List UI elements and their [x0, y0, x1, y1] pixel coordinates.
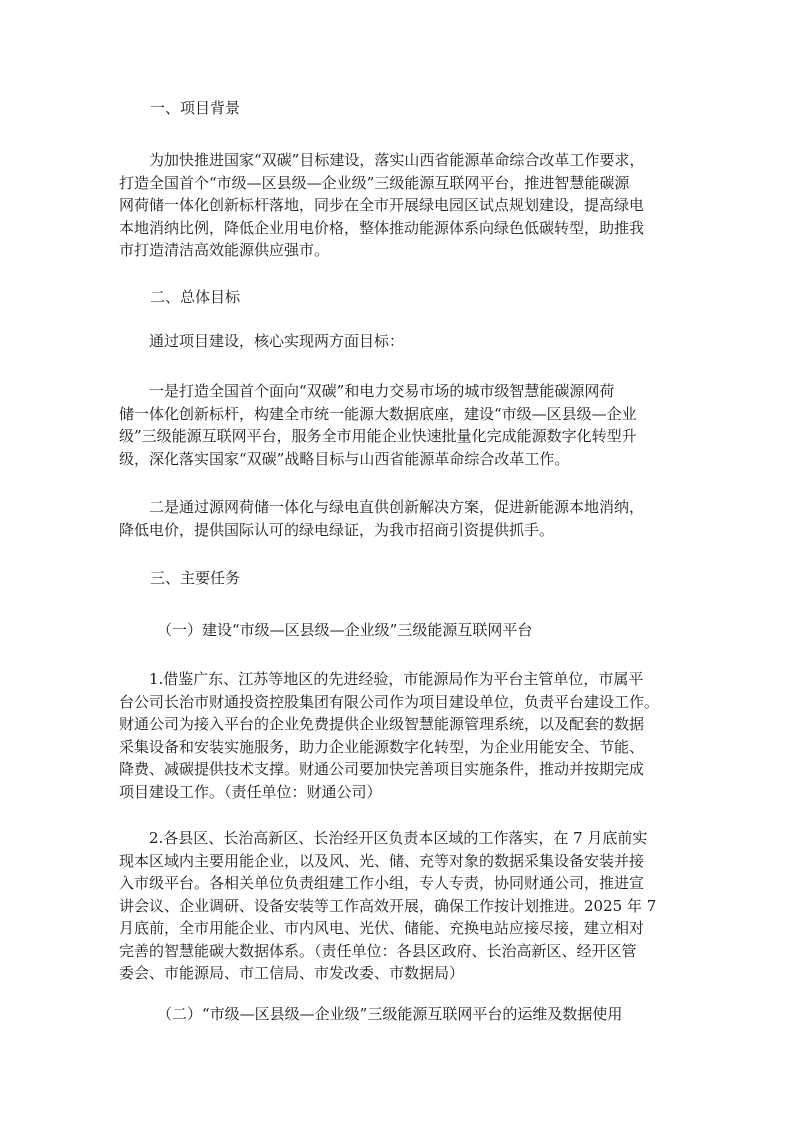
paragraph-line: 台公司长治市财通投资控股集团有限公司作为项目建设单位，负责平台建设工作。 — [119, 692, 660, 711]
paragraph-task-one — [119, 668, 689, 803]
paragraph-line: 完善的智慧能碳大数据体系。（责任单位：各县区政府、长治高新区、经开区管 — [119, 941, 637, 960]
paragraph-line: 级，深化落实国家“双碳”战略目标与山西省能源革命综合改革工作。 — [119, 449, 570, 468]
paragraph-goal-one — [119, 380, 689, 470]
paragraph-goal-two — [119, 496, 689, 541]
paragraph-line: 市打造清洁高效能源供应强市。 — [119, 241, 330, 259]
paragraph-line: 月底前，全市用能企业、市内风电、光伏、储能、充换电站应接尽接，建立相对 — [119, 919, 645, 937]
paragraph-line: 储一体化创新标杆，构建全市统一能源大数据底座，建设“市级—区县级—企业 — [119, 404, 637, 423]
paragraph-line: 财通公司为接入平台的企业免费提供企业级智慧能源管理系统，以及配套的数据 — [119, 715, 645, 733]
paragraph-line: 打造全国首个“市级—区县级—企业级”三级能源互联网平台，推进智慧能碳源 — [119, 173, 630, 192]
paragraph-task-two — [119, 827, 689, 985]
paragraph-line: 网荷储一体化创新标杆落地，同步在全市开展绿电园区试点规划建设，提高绿电 — [119, 196, 645, 214]
section-heading-goals: 二、总体目标 — [150, 288, 241, 306]
paragraph-line: 本地消纳比例，降低企业用电价格，整体推动能源体系向绿色低碳转型，助推我 — [119, 218, 645, 237]
paragraph-line: 委会、市能源局、市工信局、市发改委、市数据局） — [119, 964, 465, 982]
paragraph-line: 为加快推进国家“双碳”目标建设，落实山西省能源革命综合改革工作要求， — [149, 151, 645, 169]
paragraph-goals-intro — [119, 330, 689, 353]
paragraph-line: 降低电价，提供国际认可的绿电绿证，为我市招商引资提供抓手。 — [119, 520, 555, 539]
paragraph-line: 现本区域内主要用能企业，以及风、光、储、充等对象的数据采集设备安装并接 — [119, 851, 645, 870]
paragraph-line: 项目建设工作。（责任单位：财通公司） — [119, 782, 382, 801]
paragraph-line: 二是通过源网荷储一体化与绿电直供创新解决方案，促进新能源本地消纳， — [149, 498, 645, 516]
subsection-heading-one: （一）建设“市级—区县级—企业级”三级能源互联网平台 — [157, 621, 533, 639]
subsection-heading-two: （二）“市级—区县级—企业级”三级能源互联网平台的运维及数据使用 — [157, 1005, 623, 1023]
paragraph-line: 入市级平台。各相关单位负责组建工作小组，专人专责，协同财通公司，推进宣 — [119, 874, 645, 892]
paragraph-background — [119, 149, 689, 262]
paragraph-line: 1.借鉴广东、江苏等地区的先进经验，市能源局作为平台主管单位，市属平 — [149, 670, 644, 688]
paragraph-line: 级”三级能源互联网平台，服务全市用能企业快速批量化完成能源数字化转型升 — [119, 427, 637, 445]
section-heading-background: 一、项目背景 — [150, 99, 241, 117]
section-heading-tasks: 三、主要任务 — [150, 569, 241, 587]
paragraph-line: 采集设备和安装实施服务，助力企业能源数字化转型，为企业用能安全、节能、 — [119, 737, 645, 756]
paragraph-line: 讲会议、企业调研、设备安装等工作高效开展，确保工作按计划推进。2025 年 7 — [119, 896, 657, 915]
paragraph-line: 通过项目建设，核心实现两方面目标： — [149, 332, 405, 350]
paragraph-line: 降费、减碳提供技术支撑。财通公司要加快完善项目实施条件，推动并按期完成 — [119, 760, 645, 778]
paragraph-line: 一是打造全国首个面向“双碳”和电力交易市场的城市级智慧能碳源网荷 — [149, 382, 615, 400]
paragraph-line: 2.各县区、长治高新区、长治经开区负责本区域的工作落实，在 7 月底前实 — [149, 829, 648, 847]
